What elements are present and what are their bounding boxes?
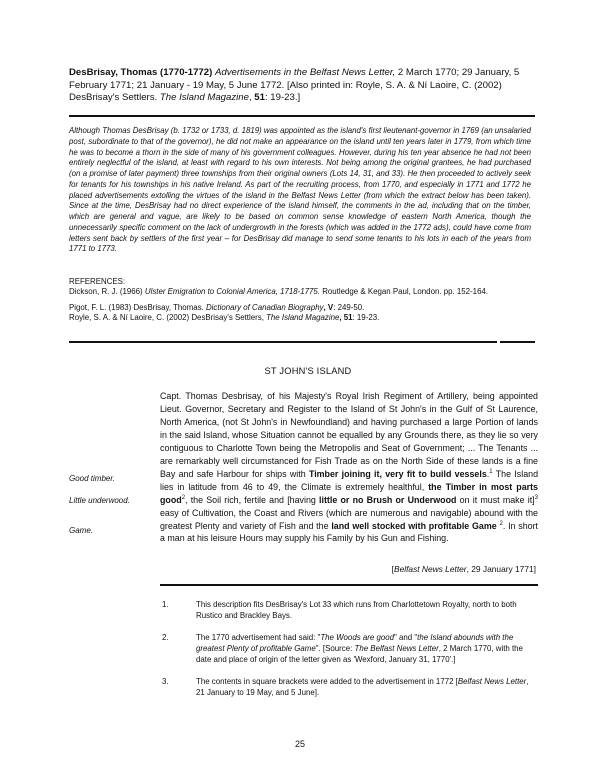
page-number: 25 — [294, 739, 305, 749]
references-block — [69, 277, 535, 324]
footnote-item: 3. The contents in square brackets were added to the advertisement in 1772 [Belfast News Letter, 21 January to 19 May, and 5 June]. — [162, 677, 529, 697]
citation-pages: : 19-23.] — [264, 92, 301, 104]
highlight-underwood: little or no Brush or Underwood — [319, 494, 457, 505]
intro-paragraph: Although Thomas DesBrisay (b. 1732 or 1733, d. 1819) was appointed as the island's first lieutenant-governor in 1769 (an unsalaried post, subordinate to that of the governor), he did not make an appearance on the island until ten years later in 1779, from which time he was to become a thorn in the side of many of his government colleagues. However, during his ten year absence he had not been entirely neglectful of the island, at least with regard to his own interests. Not being among the original grantees, he had purchased (on a promise of later payment) three townships from their original owners (Lots 14, 31, and 33). He then proceeded to actively seek for tenants for his townships in his native Ireland. As part of the recruiting process, from 1770, and especially in 1771 and 1772 he placed advertisements extolling the virtues of the island in the Belfast News Letter (from which the extract below has been taken). Since at the time, DesBrisay had no direct experience of the island himself, the comments in the ad, including that on the timber, which are general and vague, are likely to be based on common sense knowledge of eastern North America, though the unnecessarily specific comment on the lack of undergrowth in the forests (which was added in the 1772 ads), could have come from letters sent back by settlers of the first year – for DesBrisay did manage to send some tenants to his lots in each of the years from 1771 to 1773. — [69, 126, 531, 254]
citation-volume: 51 — [254, 92, 265, 104]
footnote-ref: 1 — [489, 468, 493, 475]
divider-rule — [69, 115, 535, 117]
source-signoff: [Belfast News Letter, 29 January 1771] — [391, 564, 536, 574]
footnotes — [160, 599, 538, 709]
highlight-timber-good: the Timber in most parts good — [160, 481, 538, 505]
highlight-game: land well stocked with profitable Game — [331, 520, 497, 531]
footnote-ref: 2 — [181, 494, 186, 501]
reference-item: Royle, S. A. & Ní Laoire, C. (2002) DesBrisay's Settlers, The Island Magazine, 51: 19-23. — [69, 313, 380, 323]
footnote-ref: 3 — [534, 494, 538, 501]
footnote-item: 2. The 1770 advertisement had said: "The Woods are good" and "the Island abounds with the greatest Plenty of profitable Game". [Source: The Belfast News Letter, 2 March 1770, with the date and place of origin of the letter given as 'Wexford, January 31, 1770'.] — [162, 633, 523, 664]
citation-author: DesBrisay, Thomas (1770-1772) — [69, 67, 213, 78]
footnote-item: 1. This description fits DesBrisay's Lot 33 which runs from Charlottetown Royalty, north to both Rustico and Brackley Bays. — [162, 600, 517, 620]
advertisement-text: Capt. Thomas Desbrisay, of his Majesty's Royal Irish Regiment of Artillery, being appointed Lieut. Governor, Secretary and Register to the Island of St John's in the Gulf of St Laurence, North America, (not St John's in Newfoundland) and having purchased a large Portion of lands in the said Island, whose Situation cannot be equalled by any Grounds there, as they lie so very contiguous to Charlotte Town being the Metropolis and Seat of Government; ... The Tenants ... are remarkably well circumstanced for Fish Trade as on the North Side of these lands is a fine Bay and safe Harbour for ships with Timber joining it, very fit to build vessels.$^1$ The Island lies in latitude from 46 to 49, the Climate is extremely healthful, the Timber in most parts good$^2$, the Soil rich, fertile and [having little or no Brush or Underwood on it must make it]$^3$ easy of Cultivation, the Coast and Rivers (which are numerous and navigable) abound with the greatest Plenty and variety of Fish and the land well stocked with profitable Game $^2$. In short a man at his leisure Hours may supply his Family by his Gun and Fishing. — [160, 391, 539, 544]
bibliographic-citation: DesBrisay, Thomas (1770-1772) Advertisements in the Belfast News Letter, 2 March 1770; 29 January, 5 February 1771; 21 January - 19 May, 5 June 1772. [Also printed in: Royle, S. A. & Ní Laoire, C. (2002) DesBrisay's Settlers. The Island Magazine, 51: 19-23.] — [69, 67, 520, 104]
divider-rule — [500, 341, 535, 343]
reference-item: Dickson, R. J. (1966) Ulster Emigration to Colonial America, 1718-1775. Routledge & Kegan Paul, London. pp. 152-164. — [69, 287, 489, 297]
margin-note-game: Game. — [69, 526, 94, 535]
margin-note-timber: Good timber. — [69, 474, 115, 483]
footnote-ref: 2 — [499, 520, 503, 527]
citation-dates: 2 March 1770; 29 January, 5 February 1771; 21 January - 19 May, 5 June 1772. [Also printed in: Royle, S. A. & Ní Laoire, C. (2002) DesBrisay's Settlers. — [69, 67, 520, 104]
citation-journal: The Island Magazine — [159, 92, 249, 104]
section-title: ST JOHN'S ISLAND — [264, 366, 352, 376]
citation-title: Advertisements in the Belfast News Letter, — [214, 67, 396, 78]
divider-rule — [69, 341, 497, 343]
reference-item: Pigot, F. L. (1983) DesBrisay, Thomas. Dictionary of Canadian Biography, V: 249-50. — [69, 302, 365, 312]
margin-note-underwood: Little underwood. — [69, 496, 130, 505]
divider-rule — [160, 584, 538, 586]
highlight-timber: Timber joining it, very fit to build vessels — [308, 468, 487, 479]
references-heading: REFERENCES: — [69, 277, 126, 286]
